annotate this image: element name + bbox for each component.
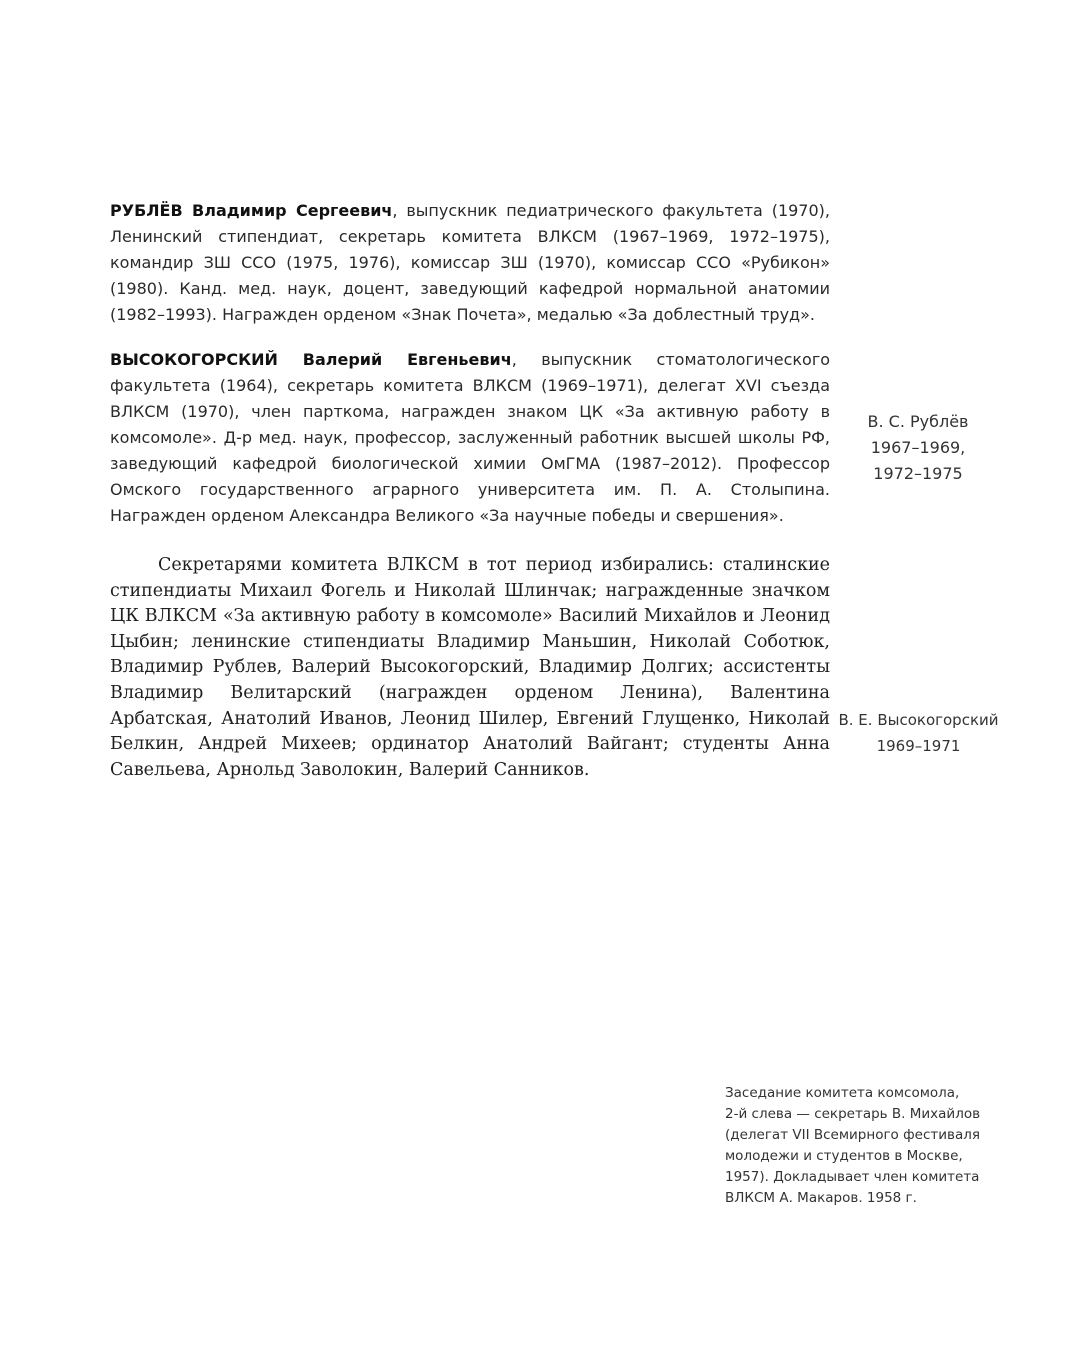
portrait-caption-rublev bbox=[848, 409, 988, 487]
biography-rublev bbox=[110, 198, 830, 328]
caption-line: 2-й слева — секретарь В. Михайлов bbox=[725, 1106, 981, 1122]
caption-line: 1957). Докладывает член комитета bbox=[725, 1169, 980, 1185]
caption-line: В. С. Рублёв bbox=[867, 412, 969, 431]
photo-caption bbox=[725, 1083, 1015, 1209]
portrait-caption-vysokogorsky bbox=[836, 707, 1001, 759]
biography-vysokogorsky bbox=[110, 347, 830, 529]
caption-line: 1969–1971 bbox=[876, 737, 961, 755]
caption-line: В. Е. Высокогорский bbox=[838, 711, 999, 729]
biography-name: РУБЛЁВ Владимир Сергеевич bbox=[110, 201, 393, 220]
caption-line: Заседание комитета комсомола, bbox=[725, 1085, 960, 1101]
biography-text: , выпускник стоматологического факультета (1964), секретарь комитета ВЛКСМ (1969–1971), делегат XVI съезда ВЛКСМ (1970), член парткома, награжден знаком ЦК «За активную работу в комсомоле». Д-р мед. наук, профессор, заслуженный работник высшей школы РФ, заведующий кафедрой биологической химии ОмГМА (1987–2012). Профессор Омского государственного аграрного университета им. П. А. Столыпина. Награжден орденом Александра Великого «За научные победы и свершения». bbox=[110, 350, 831, 525]
biography-name: ВЫСОКОГОРСКИЙ Валерий Евгеньевич bbox=[110, 350, 512, 369]
caption-line: ВЛКСМ А. Макаров. 1958 г. bbox=[725, 1190, 917, 1206]
body-paragraph: Секретарями комитета ВЛКСМ в тот период избирались: сталинские стипендиаты Михаил Фогель и Николай Шлинчак; награжденные значком ЦК ВЛКСМ «За активную работу в комсомоле» Василий Михайлов и Леонид Цыбин; ленинские стипендиаты Владимир Маньшин, Николай Соботюк, Владимир Рублев, Валерий Высокогорский, Владимир Долгих; ассистенты Владимир Велитарский (награжден орденом Ленина), Валентина Арбатская, Анатолий Иванов, Леонид Шилер, Евгений Глущенко, Николай Белкин, Андрей Михеев; ординатор Анатолий Вайгант; студенты Анна Савельева, Арнольд Заволокин, Валерий Санников. bbox=[110, 555, 830, 780]
caption-line: 1967–1969, bbox=[870, 438, 966, 457]
caption-line: (делегат VII Всемирного фестиваля bbox=[725, 1127, 980, 1143]
caption-line: 1972–1975 bbox=[873, 464, 963, 483]
biography-text: , выпускник педиатрического факультета (1970), Ленинский стипендиат, секретарь комитета ВЛКСМ (1967–1969, 1972–1975), командир ЗШ ССО (1975, 1976), комиссар ЗШ (1970), комиссар ССО «Рубикон» (1980). Канд. мед. наук, доцент, заведующий кафедрой нормальной анатомии (1982–1993). Награжден орденом «Знак Почета», медалью «За доблестный труд». bbox=[110, 201, 830, 324]
caption-line: молодежи и студентов в Москве, bbox=[725, 1148, 963, 1164]
